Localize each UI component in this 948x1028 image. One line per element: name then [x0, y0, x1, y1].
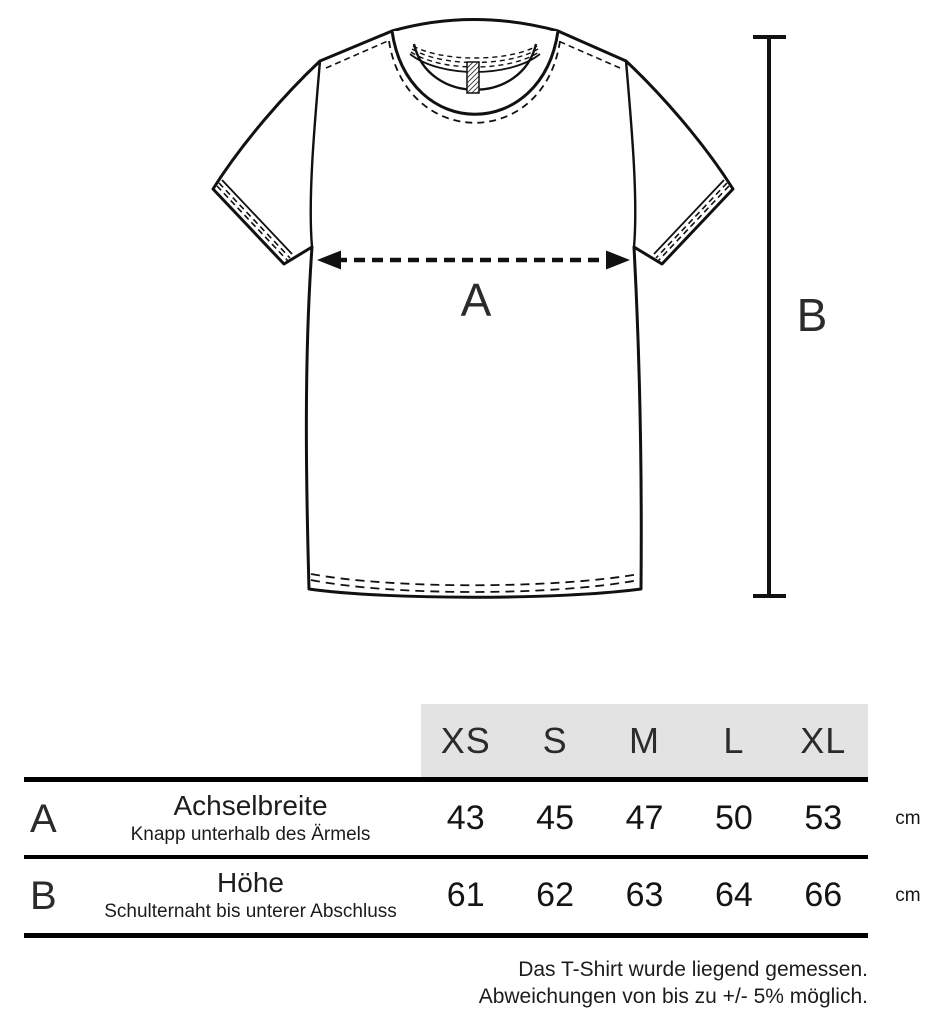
size-header-row [421, 704, 868, 777]
table-divider-bottom [24, 933, 868, 938]
dimension-label-b: B [796, 289, 828, 341]
unit-label: cm [895, 807, 921, 829]
row-title: Achselbreite [173, 789, 328, 821]
size-header-xs: XS [440, 719, 491, 761]
value-xl: 66 [804, 876, 843, 914]
value-l: 64 [714, 876, 753, 914]
row-label [80, 868, 421, 924]
row-label [80, 791, 421, 847]
table-row-achselbreite [24, 782, 948, 855]
row-subtitle: Schulternaht bis unterer Abschluss [104, 900, 397, 922]
row-letter: B [30, 873, 57, 918]
value-s: 45 [536, 799, 574, 837]
row-title: Höhe [217, 866, 284, 898]
value-m: 47 [625, 799, 664, 837]
measurement-note-line1: Das T-Shirt wurde liegend gemessen. [518, 958, 868, 981]
value-s: 62 [536, 876, 574, 914]
row-letter: A [30, 796, 57, 841]
value-m: 63 [625, 876, 664, 914]
neck-loop-label [467, 62, 479, 93]
row-subtitle: Knapp unterhalb des Ärmels [130, 823, 371, 845]
unit-label: cm [895, 884, 921, 906]
measurement-note [479, 956, 868, 1010]
size-header-s: S [542, 719, 568, 761]
table-row-hoehe [24, 859, 948, 932]
value-xs: 61 [446, 876, 485, 914]
value-l: 50 [714, 799, 753, 837]
dimension-label-a: A [460, 274, 492, 326]
measurement-note-line2: Abweichungen von bis zu +/- 5% möglich. [478, 985, 868, 1008]
value-xs: 43 [446, 799, 485, 837]
value-xl: 53 [804, 799, 843, 837]
size-header-xl: XL [800, 719, 847, 761]
size-header-l: L [723, 719, 745, 761]
dimension-line-b [753, 37, 786, 596]
size-header-m: M [629, 719, 661, 761]
